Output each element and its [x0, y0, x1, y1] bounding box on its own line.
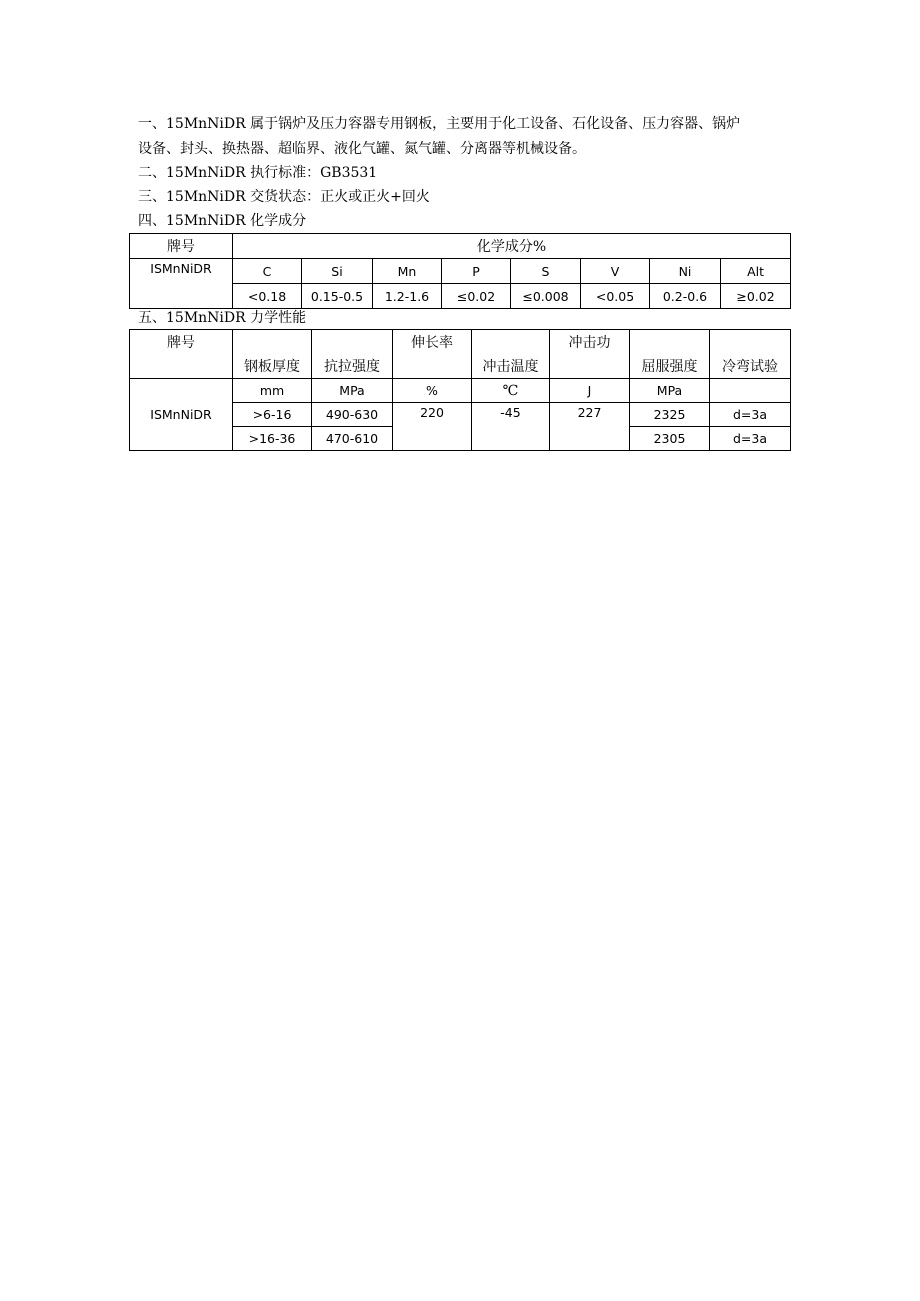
value-c: <0.18 — [233, 284, 302, 309]
bend-value: d=3a — [710, 427, 791, 451]
cold-bend-header: 冷弯试验 — [710, 330, 791, 379]
element-si: Si — [302, 259, 373, 284]
bend-unit-empty — [710, 379, 791, 403]
element-c: C — [233, 259, 302, 284]
element-alt: Alt — [721, 259, 791, 284]
energy-unit: J — [550, 379, 630, 403]
intro-line-2: 设备、封头、换热器、超临界、液化气罐、氮气罐、分离器等机械设备。 — [138, 141, 586, 157]
standard-line: 二、15MnNiDR 执行标准：GB3531 — [138, 165, 378, 181]
mech-unit-row — [130, 379, 791, 403]
thickness-header: 钢板厚度 — [233, 330, 312, 379]
value-alt: ≥0.02 — [721, 284, 791, 309]
element-p: P — [442, 259, 511, 284]
impact-temperature-value: -45 — [472, 403, 550, 451]
impact-energy-header: 冲击功 — [550, 330, 630, 379]
elongation-unit: % — [393, 379, 472, 403]
yield-strength-header: 屈服强度 — [630, 330, 710, 379]
elongation-header: 伸长率 — [393, 330, 472, 379]
chemical-composition-heading: 四、15MnNiDR 化学成分 — [138, 213, 307, 229]
impact-temperature-header: 冲击温度 — [472, 330, 550, 379]
tensile-strength-header: 抗拉强度 — [312, 330, 393, 379]
thickness-value: >6-16 — [233, 403, 312, 427]
tensile-value: 490-630 — [312, 403, 393, 427]
chem-group-header: 化学成分% — [233, 234, 791, 259]
yield-unit: MPa — [630, 379, 710, 403]
value-ni: 0.2-0.6 — [650, 284, 721, 309]
mechanical-properties-table — [129, 329, 791, 451]
thickness-unit: mm — [233, 379, 312, 403]
value-p: ≤0.02 — [442, 284, 511, 309]
intro-line-1: 一、15MnNiDR 属于锅炉及压力容器专用钢板，主要用于化工设备、石化设备、压力容器、锅炉 — [138, 116, 741, 132]
chemical-composition-table — [129, 233, 791, 309]
element-s: S — [511, 259, 581, 284]
delivery-state-line: 三、15MnNiDR 交货状态：正火或正火+回火 — [138, 189, 430, 205]
bend-value: d=3a — [710, 403, 791, 427]
element-ni: Ni — [650, 259, 721, 284]
value-mn: 1.2-1.6 — [373, 284, 442, 309]
element-v: V — [581, 259, 650, 284]
elongation-value: 220 — [393, 403, 472, 451]
mech-grade-cell: ISMnNiDR — [130, 379, 233, 451]
mechanical-properties-heading: 五、15MnNiDR 力学性能 — [138, 310, 307, 326]
chem-grade-cell: ISMnNiDR — [130, 259, 233, 309]
temperature-unit: ℃ — [472, 379, 550, 403]
yield-value: 2325 — [630, 403, 710, 427]
chem-header-row — [130, 234, 791, 259]
chem-element-row — [130, 259, 791, 284]
tensile-value: 470-610 — [312, 427, 393, 451]
value-v: <0.05 — [581, 284, 650, 309]
value-si: 0.15-0.5 — [302, 284, 373, 309]
element-mn: Mn — [373, 259, 442, 284]
thickness-value: >16-36 — [233, 427, 312, 451]
mech-grade-header: 牌号 — [130, 330, 233, 379]
yield-value: 2305 — [630, 427, 710, 451]
mech-header-row — [130, 330, 791, 379]
impact-energy-value: 227 — [550, 403, 630, 451]
tensile-unit: MPa — [312, 379, 393, 403]
chem-grade-header: 牌号 — [130, 234, 233, 259]
value-s: ≤0.008 — [511, 284, 581, 309]
